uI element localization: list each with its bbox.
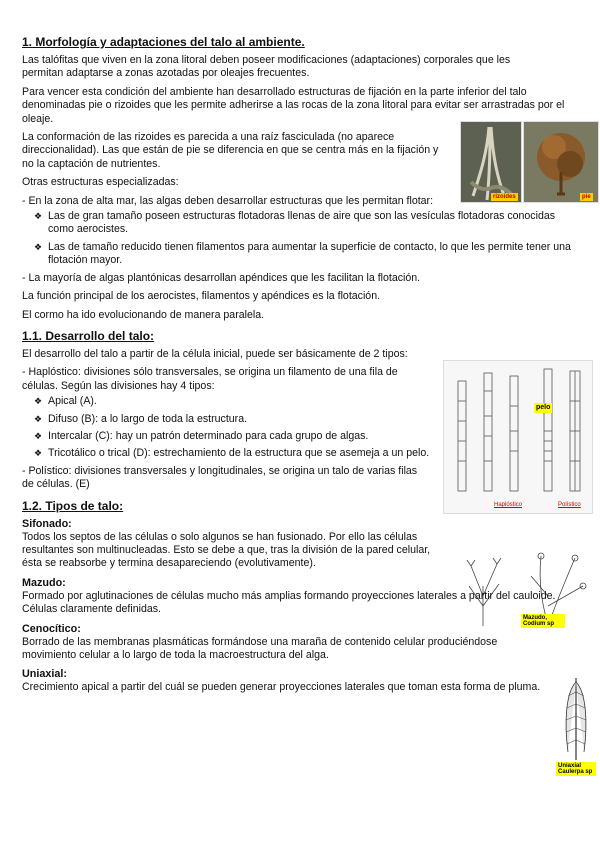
rizoides-tag: rizoides [493, 194, 516, 200]
float-bullet-1 [22, 210, 582, 237]
s1-paragraph-4: Otras estructuras especializadas: [22, 176, 179, 189]
uniaxial-heading: Uniaxial: [22, 668, 68, 681]
diamond-bullet-icon: ❖ [34, 241, 43, 252]
document-page [22, 34, 582, 700]
section-1-title: 1. Morfología y adaptaciones del talo al ambiente. [22, 35, 305, 49]
s11-paragraph-2: - Haplóstico: divisiones sólo transversales, se origina un filamento de una fila de células. Según las divisiones hay 4 tipos: [22, 366, 398, 392]
haplostico-caption: Haplóstico [494, 502, 523, 508]
pie-tag: pie [582, 194, 591, 200]
cenocitico-text: Borrado de las membranas plasmáticas formándose una maraña de contenido celular produciéndose movimiento celular a lo largo de toda la macroestructura del alga. [22, 635, 498, 661]
diamond-bullet-icon: ❖ [34, 430, 43, 441]
growth-bullet-difuso [22, 413, 473, 426]
section-1-1-title: 1.1. Desarrollo del talo: [22, 328, 155, 343]
uniaxial-text: Crecimiento apical a partir del cuál se pueden generar proyecciones laterales que toman esta forma de pluma. [22, 681, 541, 694]
float-bullet-2 [22, 241, 582, 268]
sifonado-heading: Sifonado: [22, 517, 72, 530]
float-bullet-2-text: Las de tamaño reducido tienen filamentos para aumentar la superficie de contacto, lo que les permite tener una flotación mayor. [48, 240, 571, 267]
float-bullet-1-text: Las de gran tamaño poseen estructuras flotadoras llenas de aire que son las vesículas flotadoras conocidas como aerocistes. [48, 210, 556, 236]
growth-bullet-apical [22, 395, 473, 408]
s11-paragraph-3: - Polístico: divisiones transversales y longitudinales, se origina un talo de varias filas de células. (E) [22, 464, 418, 491]
growth-bullet-intercalar-text: Intercalar (C): hay un patrón determinado para cada grupo de algas. [48, 429, 369, 442]
growth-bullet-apical-text: Apical (A). [48, 395, 97, 408]
diamond-bullet-icon: ❖ [34, 413, 43, 424]
diamond-bullet-icon: ❖ [34, 211, 43, 222]
s1-paragraph-6: - La mayoría de algas plantónicas desarrollan apéndices que les facilitan la flotación. [22, 271, 421, 284]
section-1-2-title: 1.2. Tipos de talo: [22, 498, 124, 513]
s1-paragraph-3: La conformación de las rizoides es parecida a una raíz fasciculada (no aparece direccionalidad). Las que están de pie se diferencia en que se centra más en la fijación y no la captación de nutrientes. [22, 131, 439, 170]
growth-bullet-intercalar [22, 430, 473, 443]
diamond-bullet-icon: ❖ [34, 448, 43, 459]
mazudo-text: Formado por aglutinaciones de células mucho más amplias formando proyecciones laterales a partir del cauloide. Células claramente definidas. [22, 589, 556, 616]
uniaxial-tag: Uniaxial Caulerpa sp [556, 762, 596, 776]
growth-bullet-tricotalico [22, 447, 473, 460]
s1-paragraph-1: Las talófitas que viven en la zona litoral deben poseer modificaciones (adaptaciones) corporales que les permitan adaptarse a zonas azotadas por oleajes frecuentes. [22, 54, 511, 80]
pelo-label: pelo [536, 404, 551, 411]
s1-paragraph-2: Para vencer esta condición del ambiente han desarrollado estructuras de fijación en la parte inferior del talo denominadas pie o rizoides que les permite adherirse a las rocas de la zona litoral para evitar ser arrastradas por el oleaje. [22, 85, 565, 125]
s1-paragraph-8: El cormo ha ido evolucionando de manera paralela. [22, 308, 265, 321]
mazudo-heading: Mazudo: [22, 576, 66, 589]
s1-paragraph-5: - En la zona de alta mar, las algas deben desarrollar estructuras que les permitan flotar: [22, 194, 434, 207]
growth-bullet-difuso-text: Difuso (B): a lo largo de toda la estructura. [48, 412, 248, 425]
diamond-bullet-icon: ❖ [34, 396, 43, 407]
s11-paragraph-1: El desarrollo del talo a partir de la célula inicial, puede ser básicamente de 2 tipos: [22, 347, 408, 360]
s1-paragraph-7: La función principal de los aerocistes, filamentos y apéndices es la flotación. [22, 290, 381, 303]
growth-bullet-tricotalico-text: Tricotálico o trical (D): estrechamiento de la estructura que se asemeja a un pelo. [48, 447, 430, 460]
sifonado-text: Todos los septos de las células o solo algunos se han fusionado. Por ello las células resultantes son multinucleadas. Esto se debe a que, tras la división de la pared celular, ésta se reabsorbe y termina desapareciendo (evolutivamente). [22, 530, 431, 570]
polistico-caption: Polístico [558, 502, 581, 508]
mazudo-tag: Mazudo, Codium sp [521, 614, 565, 628]
cenocitico-heading: Cenocítico: [22, 622, 81, 635]
